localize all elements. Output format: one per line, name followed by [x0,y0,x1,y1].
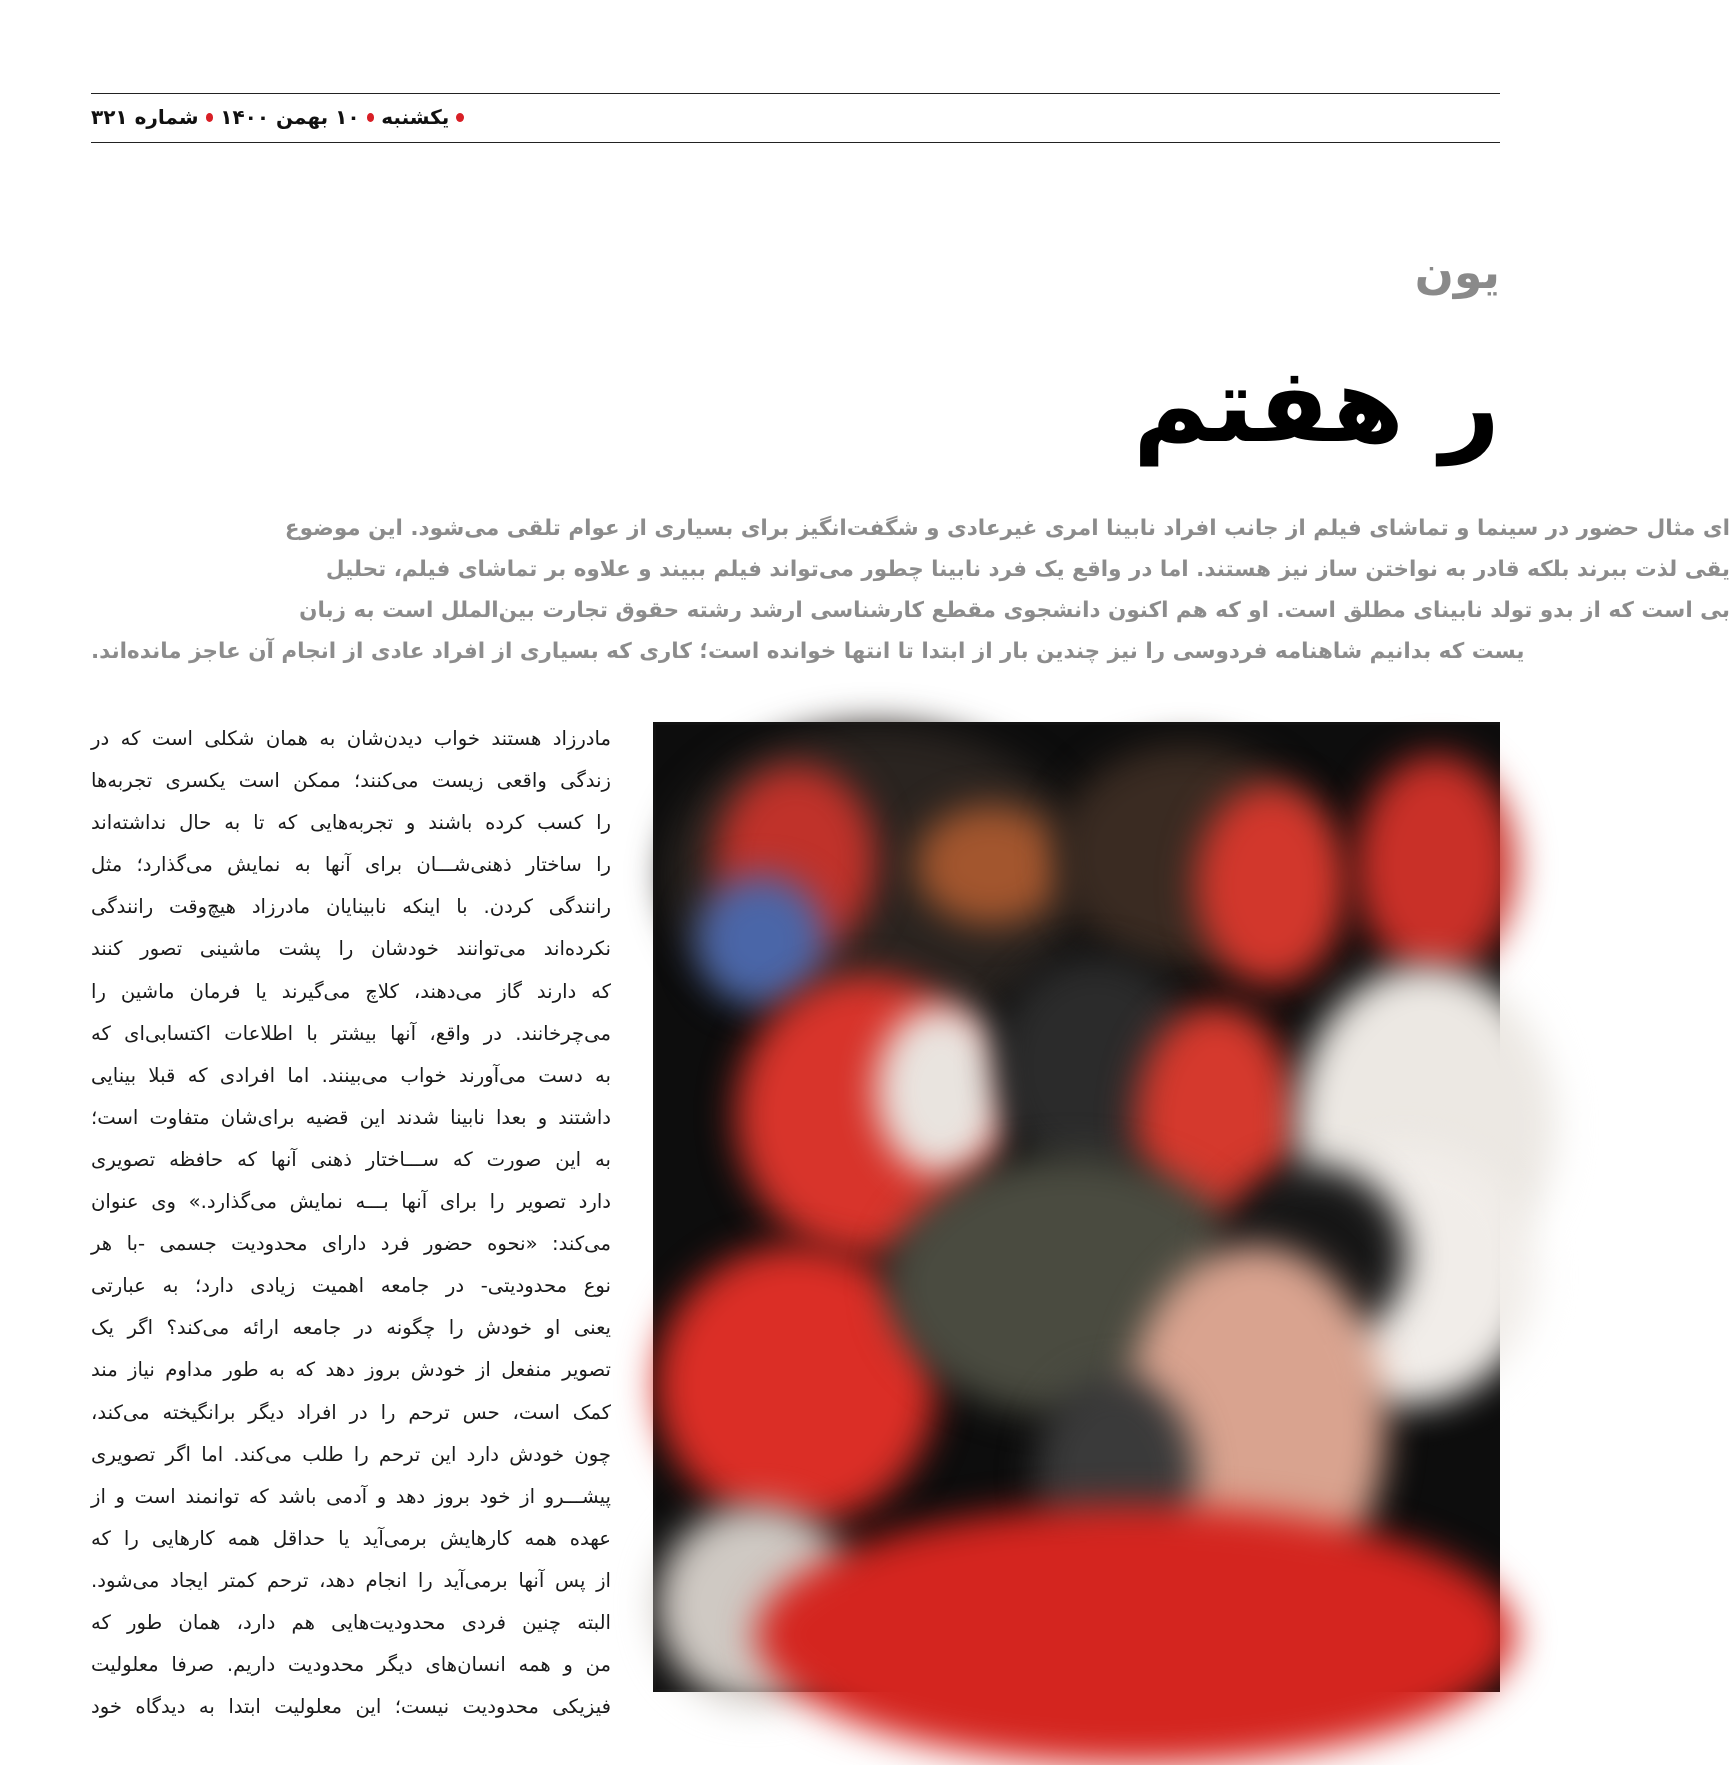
body-line: چون خودش دارد این ترحم را طلب می‌کند. اما اگر تصویری [91,1442,611,1466]
photo-shape [756,1505,1516,1765]
bullet-dot-icon [367,113,375,122]
body-line: می‌چرخانند. در واقع، آنها بیشتر با اطلاعات اکتسابی‌ای که [91,1021,611,1045]
article-headline: ر هفتم [1132,344,1500,466]
photo-shape [1356,755,1516,975]
body-line: البته چنین فردی محدودیت‌هایی هم دارد، همان طور که [91,1610,611,1634]
article-photo [653,722,1500,1692]
dateline-date: ۱۰ بهمن ۱۴۰۰ [220,105,360,129]
lead-line: یقی لذت ببرند بلکه قادر به نواختن ساز نیز هستند. اما در واقع یک فرد نابینا چطور می‌تواند فیلم ببیند و علاوه بر تماشای فیلم، تحلیل [325,557,1730,582]
body-line: کمک است، حس ترحم را در افراد دیگر برانگیخته می‌کند، [91,1400,611,1424]
body-line: رانندگی کردن. با اینکه نابینایان مادرزاد هیچ‌وقت رانندگی [91,895,611,919]
body-line: را ساختار ذهنی‌شـــان برای آنها به نمایش می‌گذارد؛ مثل [91,853,611,877]
lead-line: یست که بدانیم شاهنامه فردوسی را نیز چندین بار از ابتدا تا انتها خوانده است؛ کاری که بسیاری از افراد عادی از انجام آن عاجز مانده‌اند. [91,639,1525,664]
body-line: پیشـــرو از خود بروز دهد و آدمی باشد که توانمند است و از [91,1484,611,1508]
body-line: یعنی او خودش را چگونه در جامعه ارائه می‌کند؟ اگر یک [91,1316,611,1340]
lead-line: ای مثال حضور در سینما و تماشای فیلم از جانب افراد نابینا امری غیرعادی و شگفت‌انگیز برای بسیاری از عوام تلقی می‌شود. این موضوع [284,516,1730,541]
body-line: به این صورت که ســـاختار ذهنی آنها که حافظه تصویری [91,1147,611,1171]
body-line: نوع محدودیتی- در جامعه اهمیت زیادی دارد؛ به عبارتی [91,1274,611,1298]
photo-shape [1196,785,1346,985]
header-top-rule [91,93,1500,94]
lead-line: بی است که از بدو تولد نابینای مطلق است. او که هم اکنون دانشجوی مقطع کارشناسی ارشد رشته حقوق تجارت بین‌الملل است به زبان [299,598,1730,623]
body-line: فیزیکی محدودیت نیست؛ این معلولیت ابتدا به دیدگاه خود [91,1695,611,1719]
article-body-column [91,718,611,1719]
dateline [91,100,471,134]
body-line: که دارند گاز می‌دهند، کلاچ می‌گیرند یا فرمان ماشین را [91,979,611,1003]
photo-shape [876,1005,1006,1175]
body-line: مادرزاد هستند خواب دیدن‌شان به همان شکلی است که در [91,727,611,750]
body-line: تصویر منفعل از خودش بروز دهد که به طور مداوم نیاز مند [91,1358,611,1382]
bullet-dot-icon [206,113,214,122]
photo-shape [916,805,1066,925]
dateline-issue: شماره ۳۲۱ [91,105,199,129]
body-line: دارد تصویر را برای آنها بـــه نمایش می‌گذارد.» وی عنوان [91,1190,611,1214]
body-line: را کسب کرده باشند و تجربه‌هایی که تا به حال نداشته‌اند [91,811,611,835]
body-line: به دست می‌آورند خواب می‌بینند. اما افرادی که قبلا بینایی [91,1063,611,1087]
body-line: عهده همه کارهایش برمی‌آید یا حداقل همه کارهایی را که [91,1526,611,1550]
article-kicker: یون [1414,245,1500,299]
photo-shape [696,875,826,1005]
body-line: زندگی واقعی زیست می‌کنند؛ ممکن است یکسری تجربه‌ها [91,769,611,793]
body-line: می‌کند: «نحوه حضور فرد دارای محدودیت جسمی -با هر [91,1232,611,1256]
dateline-day: یکشنبه [381,105,450,129]
body-line: از پس آنها برمی‌آید را انجام دهد، ترحم کمتر ایجاد می‌شود. [91,1568,611,1592]
body-line: نکرده‌اند می‌توانند خودشان را پشت ماشینی تصور کنند [91,937,611,961]
article-lead [91,508,1730,678]
body-line: من و همه انسان‌های دیگر محدودیت داریم. صرفا معلولیت [91,1653,611,1677]
body-line: داشتند و بعدا نابینا شدند این قضیه برای‌شان متفاوت است؛ [91,1105,611,1129]
header-bottom-rule [91,142,1500,143]
bullet-dot-icon [456,113,464,122]
